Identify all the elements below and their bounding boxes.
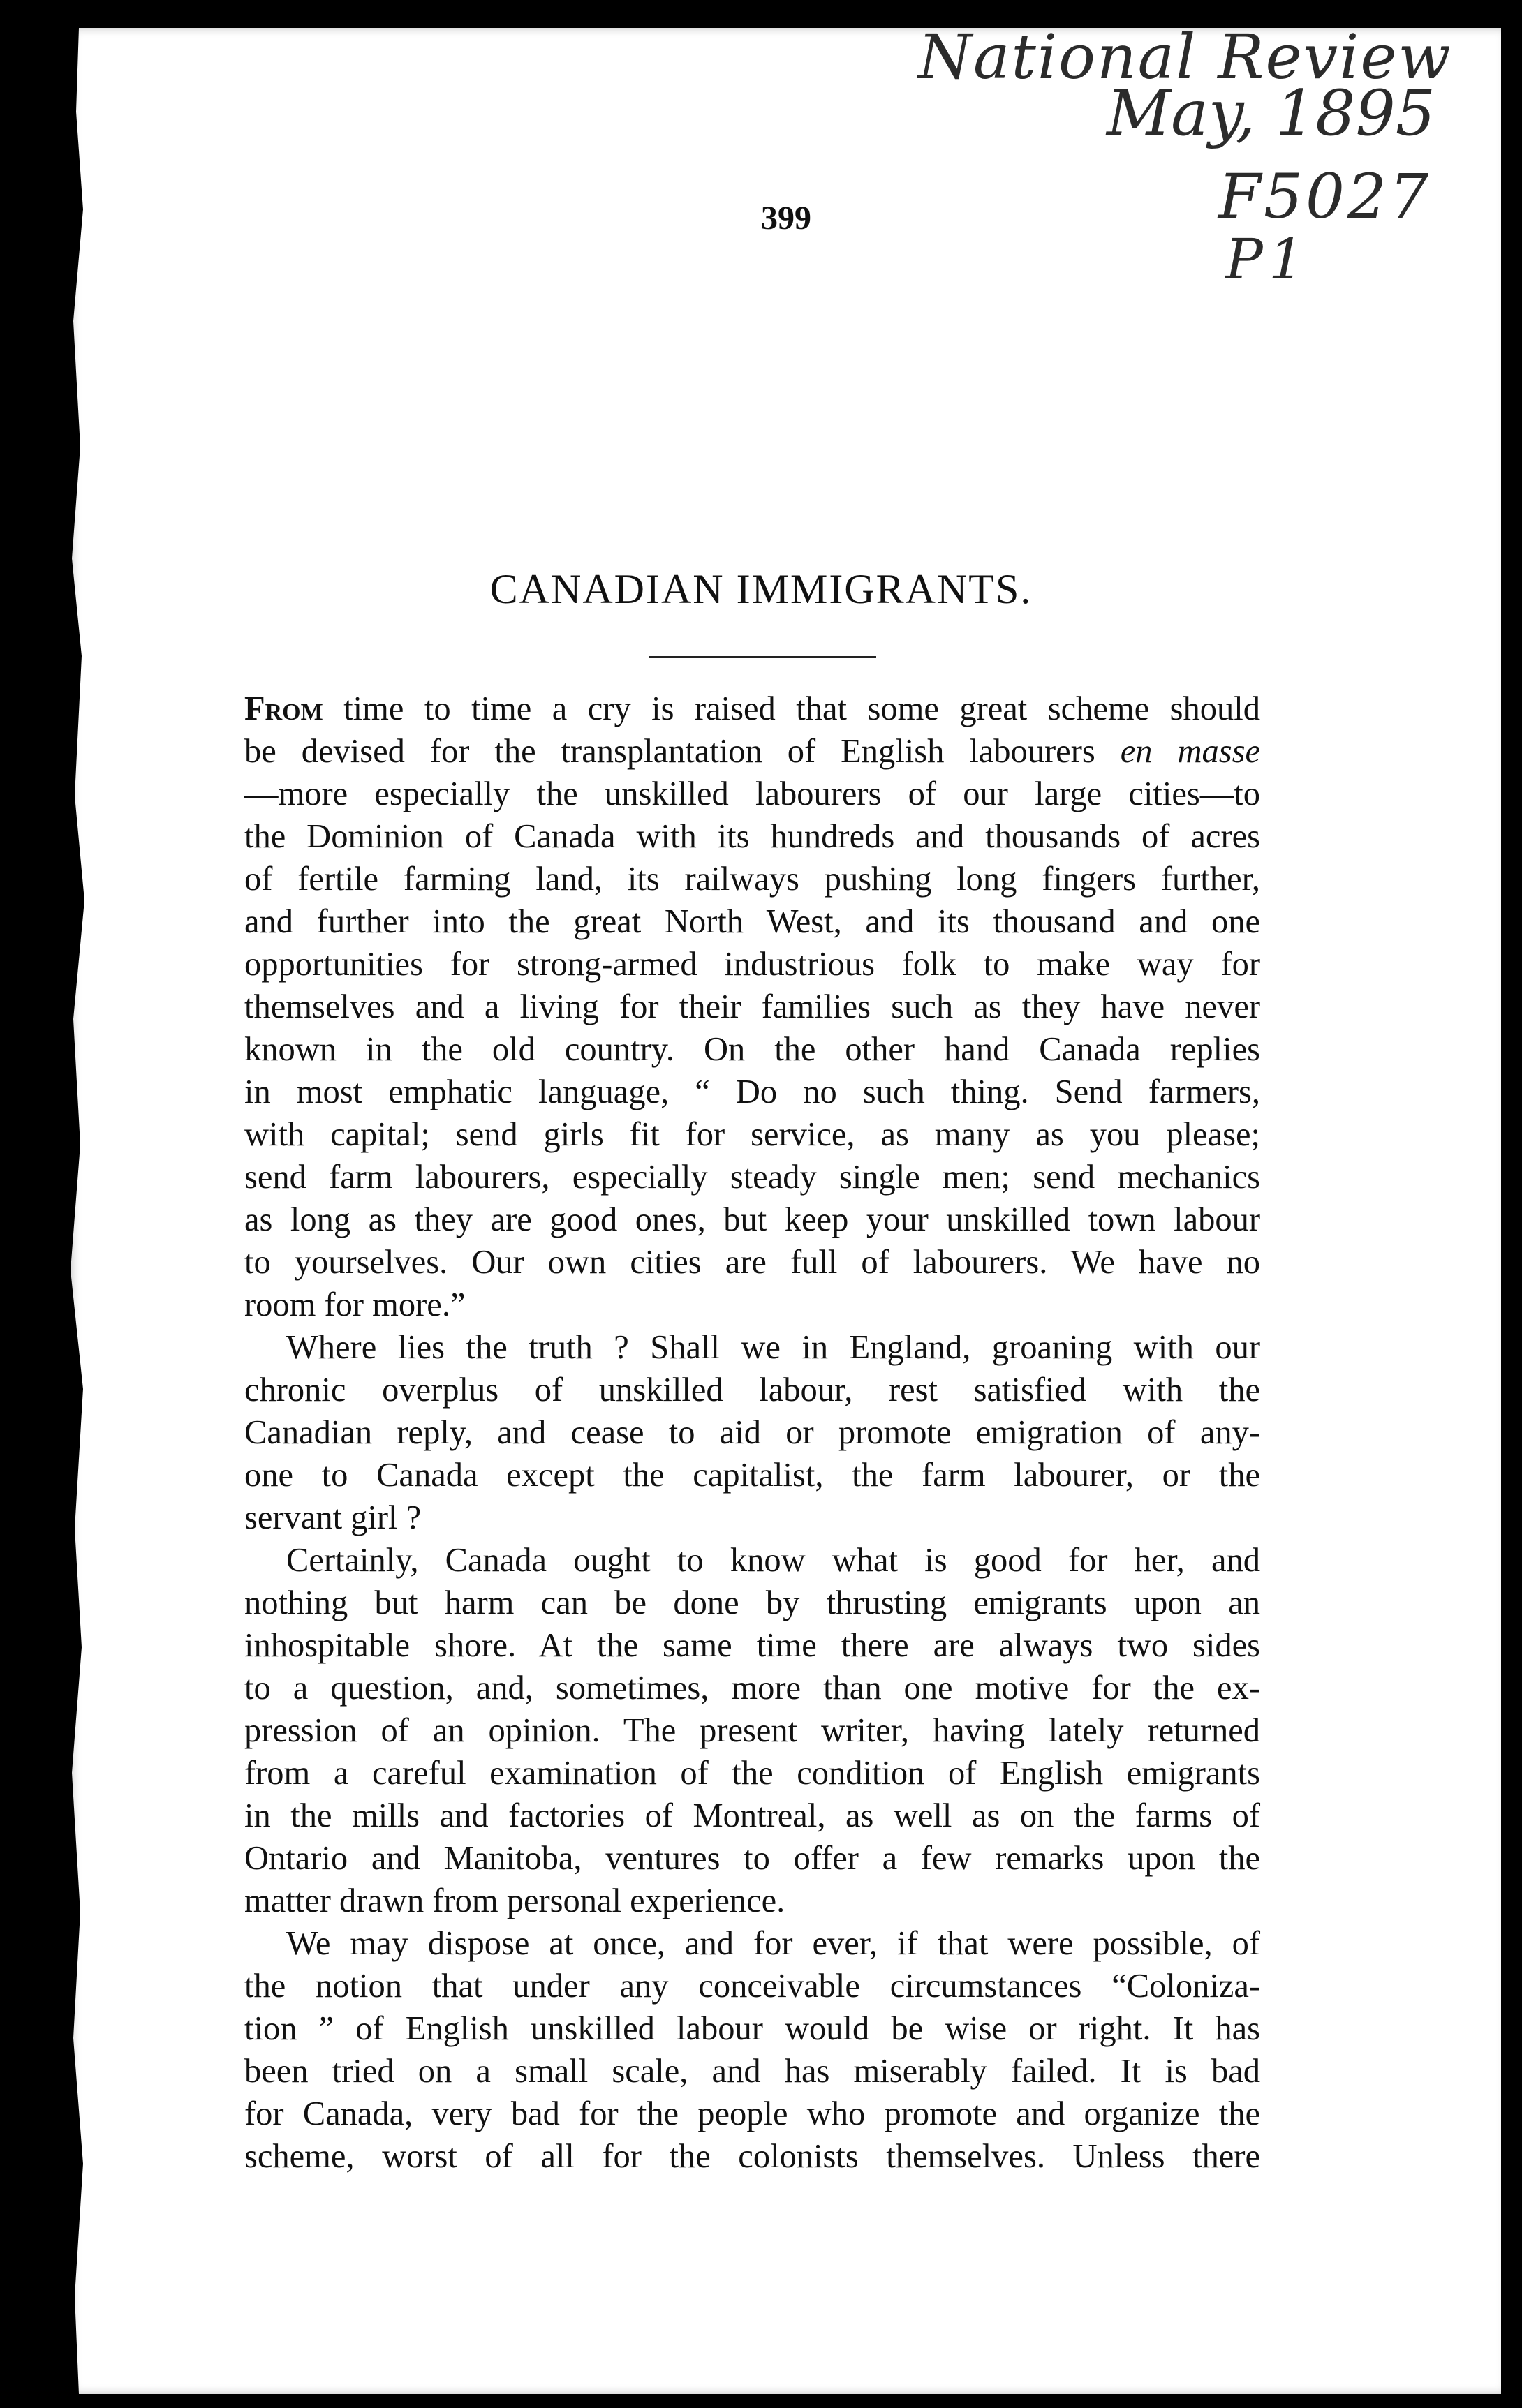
text-line: —more especially the unskilled labourers of our large cities—to	[244, 775, 1260, 812]
text-line: themselves and a living for their families such as they have never	[244, 988, 1260, 1025]
text-line: of fertile farming land, its railways pushing long fingers further,	[244, 861, 1260, 898]
handwritten-part-number: P1	[1225, 227, 1310, 292]
text-line: Certainly, Canada ought to know what is good for her, and	[286, 1542, 1260, 1579]
italic-phrase: en masse	[1120, 733, 1260, 770]
text-line: chronic overplus of unskilled labour, rest satisfied with the	[244, 1372, 1260, 1409]
text-line	[244, 688, 1260, 730]
text-line: room for more.”	[244, 1286, 466, 1323]
text-line: Where lies the truth ? Shall we in England, groaning with our	[286, 1329, 1260, 1366]
text-line: tion ” of English unskilled labour would be wise or right. It has	[244, 2010, 1260, 2047]
text-line: We may dispose at once, and for ever, if that were possible, of	[286, 1925, 1260, 1962]
text-line	[244, 730, 1260, 773]
text-line: been tried on a small scale, and has miserably failed. It is bad	[244, 2053, 1260, 2090]
text-fragment: be devised for the transplantation of English labourers	[244, 733, 1121, 770]
text-line: servant girl ?	[244, 1499, 422, 1536]
handwritten-date-note: May, 1895	[1107, 77, 1435, 150]
text-line: one to Canada except the capitalist, the farm labourer, or the	[244, 1457, 1260, 1494]
text-line: to a question, and, sometimes, more than one motive for the ex-	[244, 1670, 1260, 1707]
text-line: in most emphatic language, “ Do no such thing. Send farmers,	[244, 1073, 1260, 1110]
text-line: send farm labourers, especially steady single men; send mechanics	[244, 1159, 1260, 1196]
text-line: Ontario and Manitoba, ventures to offer a few remarks upon the	[244, 1840, 1260, 1877]
text-fragment: time to time a cry is raised that some great scheme should	[323, 690, 1260, 727]
article-title: CANADIAN IMMIGRANTS.	[489, 566, 1033, 612]
text-line: to yourselves. Our own cities are full of labourers. We have no	[244, 1244, 1260, 1281]
text-line: as long as they are good ones, but keep your unskilled town labour	[244, 1201, 1260, 1238]
handwritten-journal-note: National Review	[918, 21, 1452, 93]
text-line: inhospitable shore. At the same time there are always two sides	[244, 1627, 1260, 1664]
text-line: nothing but harm can be done by thrusting emigrants upon an	[244, 1584, 1260, 1621]
drop-word: From	[244, 690, 323, 727]
article-body	[244, 688, 1260, 2178]
text-line: scheme, worst of all for the colonists themselves. Unless there	[244, 2138, 1260, 2175]
text-line: opportunities for strong-armed industrious folk to make way for	[244, 946, 1260, 983]
text-line: matter drawn from personal experience.	[244, 1882, 785, 1919]
title-rule	[649, 656, 876, 658]
text-line: and further into the great North West, and its thousand and one	[244, 903, 1260, 940]
text-line: known in the old country. On the other hand Canada replies	[244, 1031, 1260, 1068]
text-line: for Canada, very bad for the people who promote and organize the	[244, 2095, 1260, 2132]
page-number: 399	[761, 200, 811, 237]
torn-left-edge	[66, 28, 115, 2394]
handwritten-catalog-number: F5027	[1218, 161, 1432, 232]
text-line: in the mills and factories of Montreal, as well as on the farms of	[244, 1797, 1260, 1834]
text-line: with capital; send girls fit for service, as many as you please;	[244, 1116, 1260, 1153]
text-line: the notion that under any conceivable circumstances “Coloniza-	[244, 1968, 1260, 2005]
text-line: pression of an opinion. The present writer, having lately returned	[244, 1712, 1260, 1749]
text-line: from a careful examination of the condition of English emigrants	[244, 1755, 1260, 1792]
text-line: the Dominion of Canada with its hundreds and thousands of acres	[244, 818, 1260, 855]
text-line: Canadian reply, and cease to aid or promote emigration of any-	[244, 1414, 1260, 1451]
